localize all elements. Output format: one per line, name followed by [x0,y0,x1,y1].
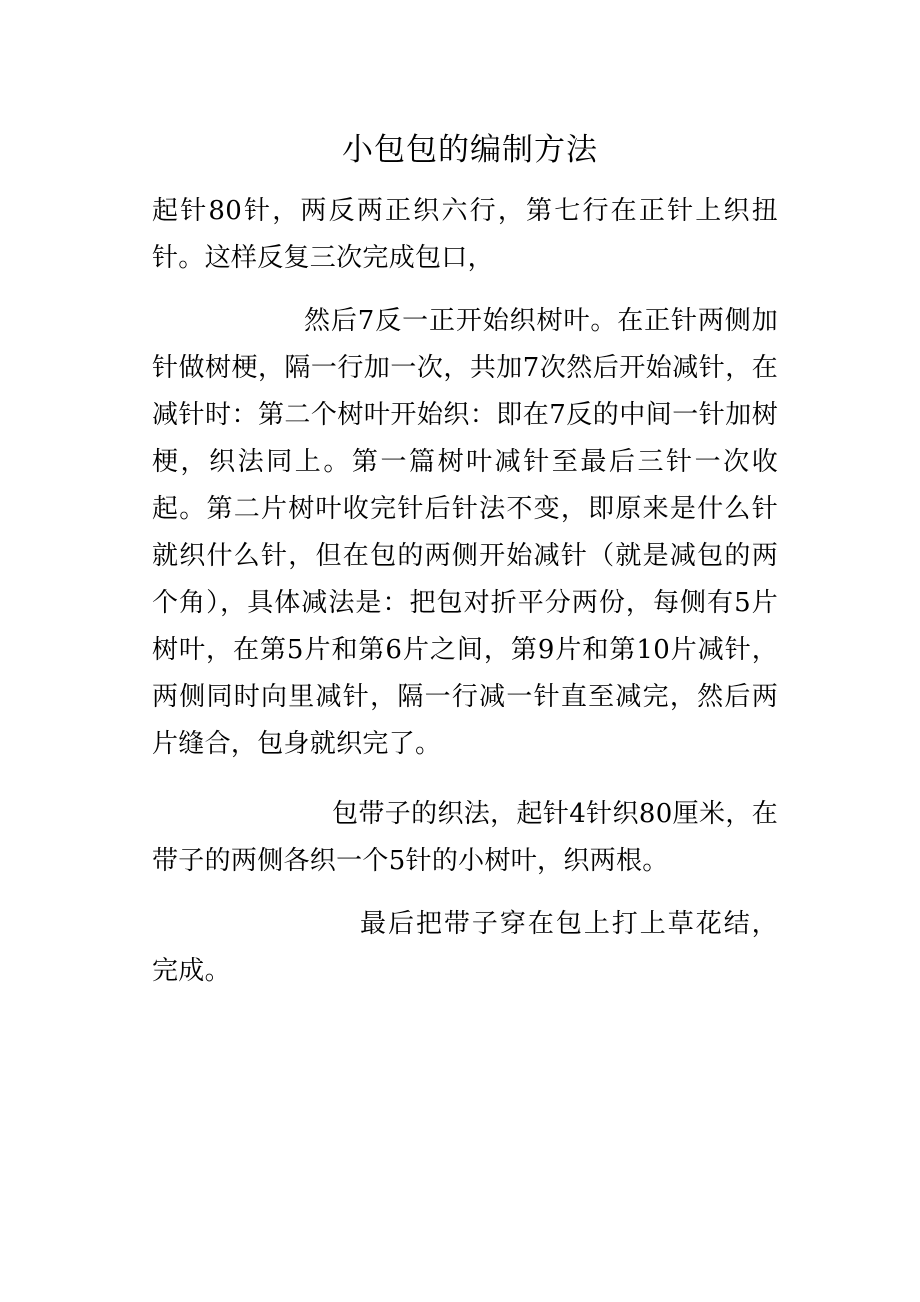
paragraph-3: 包带子的织法，起针4针织80厘米，在带子的两侧各织一个5针的小树叶，织两根。 [152,799,778,876]
paragraph-1: 起针80针，两反两正织六行，第七行在正针上织扭针。这样反复三次完成包口， [152,196,778,273]
paragraph-4: 最后把带子穿在包上打上草花结，完成。 [152,909,778,986]
paragraph-2: 然后7反一正开始织树叶。在正针两侧加针做树梗，隔一行加一次，共加7次然后开始减针，在减针时：第二个树叶开始织：即在7反的中间一针加树梗，织法同上。第一篇树叶减针至最后三针一次收起。第二片树叶收完针后针法不变，即原来是什么针就织什么针，但在包的两侧开始减针（就是减包的两个角），具体减法是：把包对折平分两份，每侧有5片树叶，在第5片和第6片之间，第9片和第10片减针，两侧同时向里减针，隔一行减一针直至减完，然后两片缝合，包身就织完了。 [152,306,778,759]
document-title: 小包包的编制方法 [342,132,598,168]
